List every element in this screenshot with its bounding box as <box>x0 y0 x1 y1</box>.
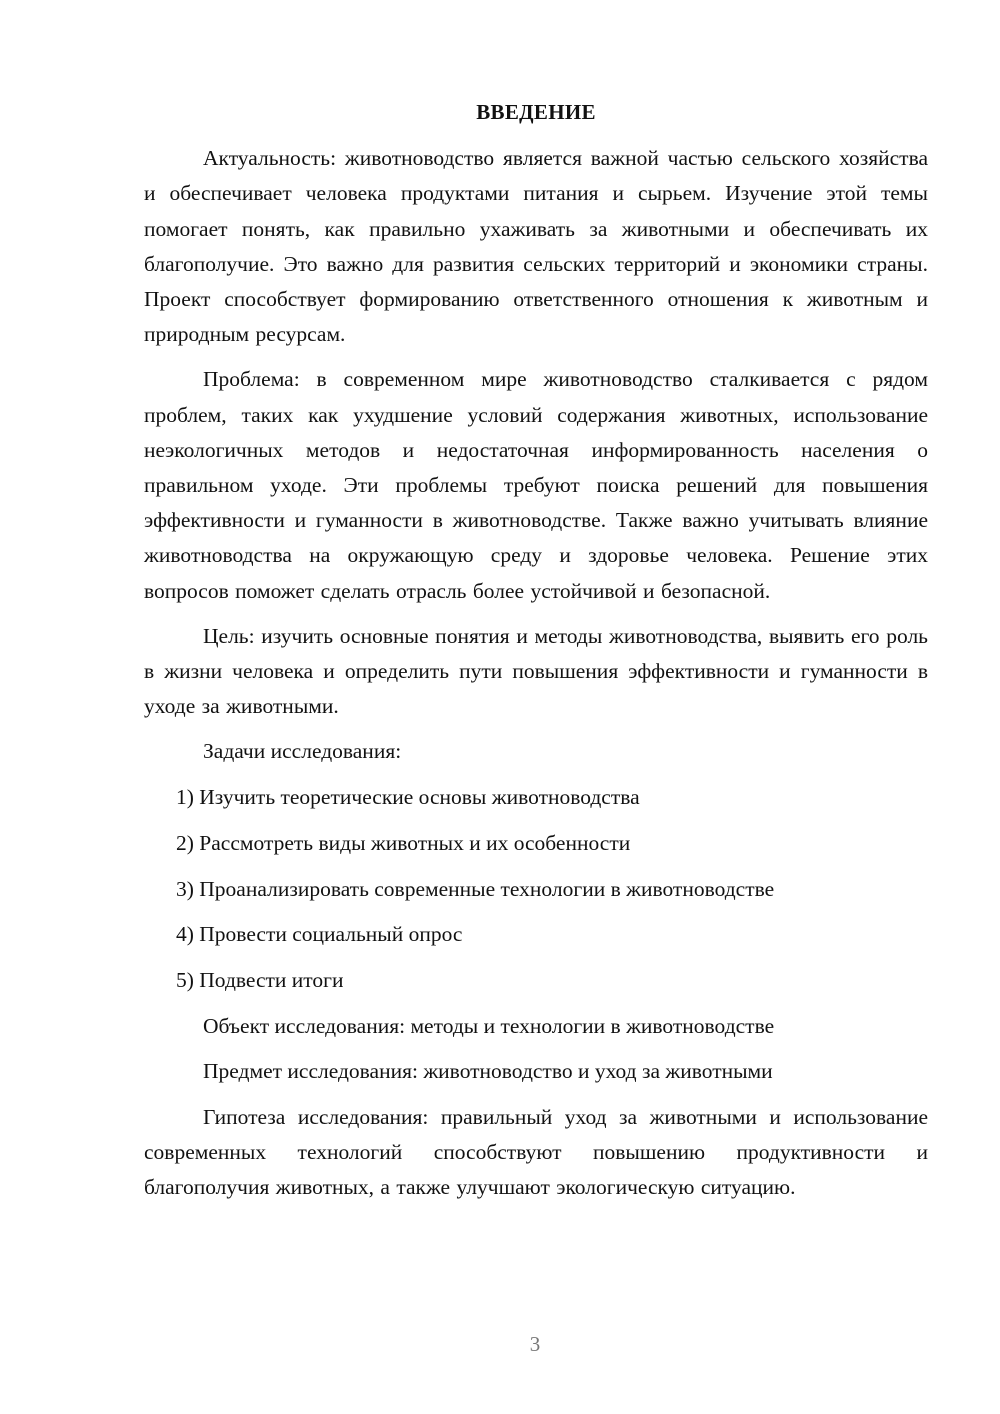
tasks-list <box>144 780 928 998</box>
problem-paragraph: Проблема: в современном мире животноводство сталкивается с рядом проблем, таких как ухудшение условий содержания животных, использование неэкологичных методов и недостаточная информированность населения о правильном уходе. Эти проблемы требуют поиска решений для повышения эффективности и гуманности в животноводстве. Также важно учитывать влияние животноводства на окружающую среду и здоровье человека. Решение этих вопросов поможет сделать отрасль более устойчивой и безопасной. <box>144 367 928 603</box>
task-item: 5) Подвести итоги <box>176 967 344 992</box>
goal-paragraph: Цель: изучить основные понятия и методы животноводства, выявить его роль в жизни человека и определить пути повышения эффективности и гуманности в уходе за животными. <box>144 623 928 719</box>
page-number: 3 <box>529 1332 541 1356</box>
hypothesis-paragraph: Гипотеза исследования: правильный уход за животными и использование современных технологий способствуют повышению продуктивности и благополучия животных, а также улучшают экологическую ситуацию. <box>144 1104 928 1200</box>
task-item: 2) Рассмотреть виды животных и их особенности <box>176 830 631 855</box>
task-item: 1) Изучить теоретические основы животноводства <box>176 785 640 810</box>
section-heading: ВВЕДЕНИЕ <box>476 100 596 124</box>
task-item: 4) Провести социальный опрос <box>176 922 463 947</box>
relevance-paragraph: Актуальность: животноводство является важной частью сельского хозяйства и обеспечивает человека продуктами питания и сырьем. Изучение этой темы помогает понять, как правильно ухаживать за животными и обеспечивать их благополучие. Это важно для развития сельских территорий и экономики страны. Проект способствует формированию ответственного отношения к животным и природным ресурсам. <box>144 146 928 347</box>
tasks-heading: Задачи исследования: <box>203 739 402 764</box>
research-subject: Предмет исследования: животноводство и уход за животными <box>203 1059 773 1084</box>
document-page <box>144 95 928 1216</box>
research-object: Объект исследования: методы и технологии в животноводстве <box>203 1013 775 1038</box>
task-item: 3) Проанализировать современные технологии в животноводстве <box>176 876 775 901</box>
